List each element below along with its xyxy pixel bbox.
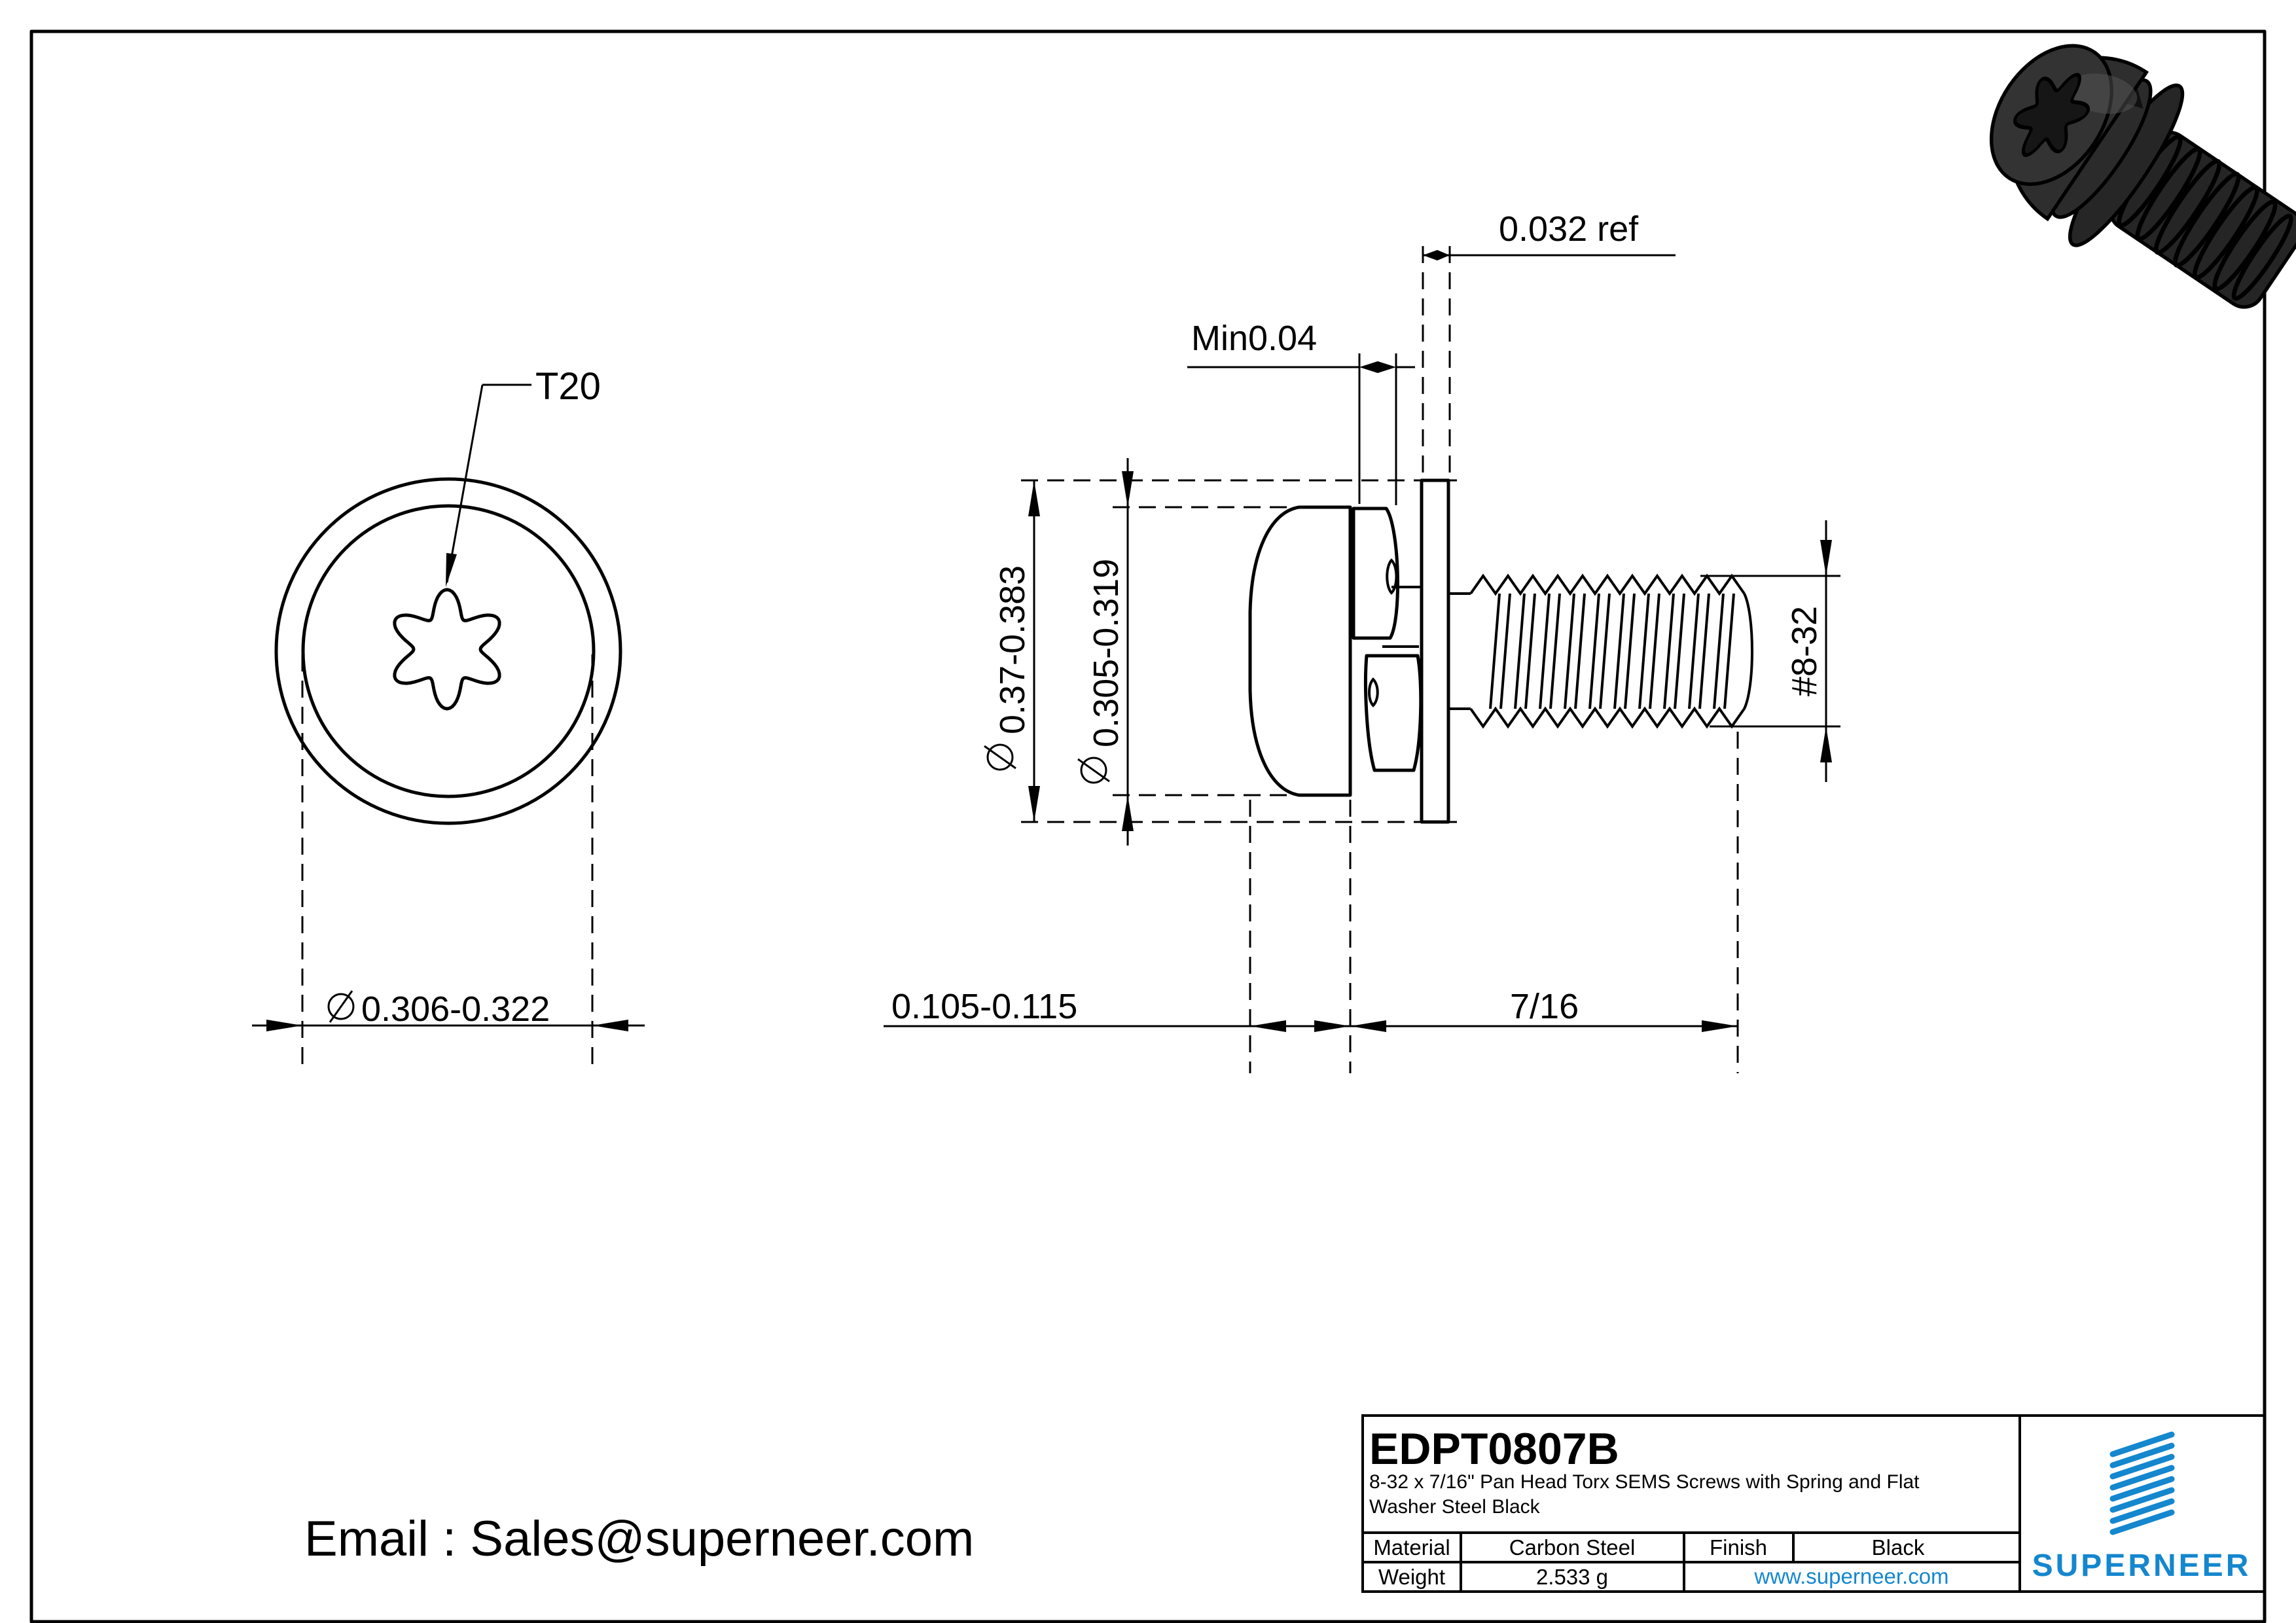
spring-washer-upper <box>1354 508 1397 638</box>
front-view <box>252 365 645 1073</box>
brand-logo-icon <box>2113 1435 2172 1532</box>
washer-od-label-group <box>984 565 1032 770</box>
spring-dim-arrow-left-icon <box>1359 361 1378 373</box>
material-label: Material <box>1373 1535 1450 1560</box>
length-arrow-right-icon <box>1702 1020 1738 1032</box>
torx-recess-outline <box>395 590 499 709</box>
part-description-line1: 8-32 x 7/16" Pan Head Torx SEMS Screws with Spring and Flat <box>1369 1471 1920 1493</box>
thread-end-face <box>1744 594 1752 709</box>
title-block <box>1363 1416 2265 1592</box>
thread-crest-top <box>1471 576 1744 594</box>
finish-value: Black <box>1871 1535 1925 1560</box>
side-view <box>884 209 1840 1073</box>
thread-length-label: 7/16 <box>1510 987 1579 1026</box>
thread-size-label: #8-32 <box>1785 605 1824 697</box>
thread-arrow-bottom-icon <box>1820 726 1832 762</box>
weight-value: 2.533 g <box>1535 1565 1609 1589</box>
head-thk-arrow-right-icon <box>1314 1020 1350 1032</box>
material-value: Carbon Steel <box>1509 1535 1636 1560</box>
front-dim-arrow-left-icon <box>266 1020 302 1031</box>
finish-label: Finish <box>1709 1535 1768 1560</box>
thread-profile <box>1471 576 1744 726</box>
diameter-symbol-slash <box>1078 759 1109 781</box>
part-number: EDPT0807B <box>1369 1424 1619 1474</box>
contact-email: Email : Sales@superneer.com <box>304 1511 975 1567</box>
washer-outline-circle <box>276 479 620 823</box>
thread-arrow-top-icon <box>1820 540 1832 576</box>
flat-washer-arrow-left-icon <box>1423 250 1437 260</box>
head-od-arrow-top-icon <box>1122 471 1134 507</box>
head-od-arrow-bottom-icon <box>1122 795 1134 831</box>
front-dim-arrow-right-icon <box>592 1020 628 1031</box>
washer-od-label: 0.37-0.383 <box>993 565 1032 734</box>
part-description-line2: Washer Steel Black <box>1369 1496 1540 1518</box>
brand-name: SUPERNEER <box>2032 1548 2251 1583</box>
weight-label: Weight <box>1378 1565 1446 1589</box>
torx-size-label: T20 <box>535 365 601 408</box>
diameter-symbol-slash <box>330 991 352 1022</box>
t20-leader-diagonal <box>447 385 482 582</box>
length-arrow-left-icon <box>1350 1020 1386 1032</box>
diameter-symbol-slash <box>984 746 1016 768</box>
spring-min-label: Min0.04 <box>1191 319 1318 358</box>
washer-od-arrow-bottom-icon <box>1028 786 1040 822</box>
3d-render <box>1956 7 2296 348</box>
thread-flank-lines <box>1490 594 1734 709</box>
flat-washer-arrow-right-icon <box>1437 250 1450 260</box>
flat-washer-thickness-label: 0.032 ref <box>1499 209 1639 249</box>
front-diameter-label: 0.306-0.322 <box>361 990 550 1029</box>
washer-od-arrow-top-icon <box>1028 480 1040 516</box>
flat-washer-profile <box>1422 480 1448 822</box>
thread-crest-bottom <box>1471 709 1744 726</box>
head-thk-arrow-left-icon <box>1250 1020 1286 1032</box>
spring-dim-arrow-right-icon <box>1378 361 1396 373</box>
spring-washer-lower <box>1366 656 1421 770</box>
head-outline-circle <box>303 506 594 796</box>
t20-leader-arrowhead-icon <box>446 553 457 587</box>
head-od-label: 0.305-0.319 <box>1086 558 1126 747</box>
head-od-label-group <box>1078 559 1126 783</box>
head-thickness-label: 0.105-0.115 <box>891 987 1078 1026</box>
website-link[interactable]: www.superneer.com <box>1754 1564 1949 1588</box>
page-border <box>31 31 2265 1622</box>
pan-head-profile <box>1250 507 1350 795</box>
